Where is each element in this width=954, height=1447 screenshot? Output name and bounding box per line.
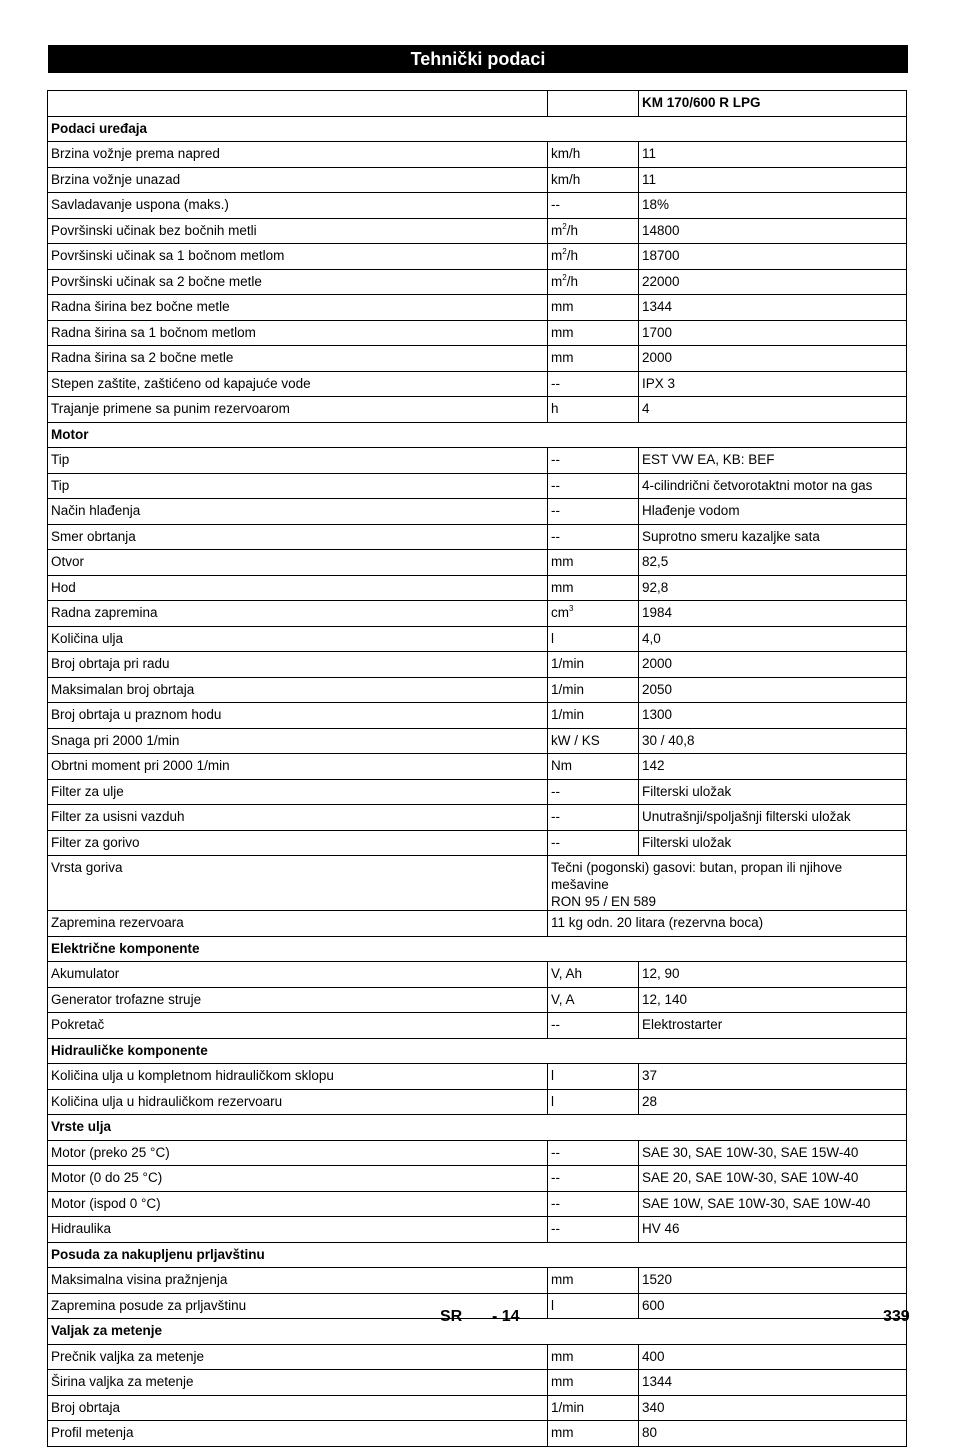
unit-suffix: /h <box>566 222 578 238</box>
row-label: Radna širina sa 2 bočne metle <box>48 346 548 372</box>
row-unit: l <box>548 1064 639 1090</box>
row-unit: 1/min <box>548 703 639 729</box>
row-unit: -- <box>548 473 639 499</box>
table-row <box>48 703 907 729</box>
row-value: Hlađenje vodom <box>639 499 907 525</box>
row-label: Hod <box>48 575 548 601</box>
table-row <box>48 218 907 244</box>
section-heading: Motor <box>48 422 907 448</box>
row-unit: l <box>548 1089 639 1115</box>
row-label: Generator trofazne struje <box>48 987 548 1013</box>
row-label: Obrtni moment pri 2000 1/min <box>48 754 548 780</box>
row-value: Tečni (pogonski) gasovi: butan, propan ili njihove mešavine RON 95 / EN 589 <box>548 856 907 911</box>
row-value: 37 <box>639 1064 907 1090</box>
row-value: 11 <box>639 167 907 193</box>
table-row <box>48 754 907 780</box>
row-label: Radna zapremina <box>48 601 548 627</box>
row-unit: mm <box>548 346 639 372</box>
row-label: Snaga pri 2000 1/min <box>48 728 548 754</box>
row-value: Elektrostarter <box>639 1013 907 1039</box>
table-row <box>48 244 907 270</box>
row-label: Prečnik valjka za metenje <box>48 1344 548 1370</box>
row-label: Količina ulja <box>48 626 548 652</box>
row-label: Motor (0 do 25 °C) <box>48 1166 548 1192</box>
unit-exponent: 3 <box>569 604 574 613</box>
spec-table-body <box>48 91 907 1447</box>
row-value: 4 <box>639 397 907 423</box>
row-value: SAE 30, SAE 10W-30, SAE 15W-40 <box>639 1140 907 1166</box>
row-label: Stepen zaštite, zaštićeno od kapajuće vode <box>48 371 548 397</box>
row-value: 340 <box>639 1395 907 1421</box>
row-value: 1300 <box>639 703 907 729</box>
row-unit: mm <box>548 320 639 346</box>
row-value: 30 / 40,8 <box>639 728 907 754</box>
row-unit: mm <box>548 575 639 601</box>
row-unit: -- <box>548 524 639 550</box>
row-value: 82,5 <box>639 550 907 576</box>
table-row <box>48 1395 907 1421</box>
row-unit: 1/min <box>548 1395 639 1421</box>
row-label: Pokretač <box>48 1013 548 1039</box>
row-unit <box>548 244 639 270</box>
section-heading: Električne komponente <box>48 936 907 962</box>
row-unit: l <box>548 626 639 652</box>
unit-base: m <box>551 248 563 263</box>
unit-suffix: /h <box>566 273 578 289</box>
row-label: Površinski učinak sa 1 bočnom metlom <box>48 244 548 270</box>
table-row <box>48 1268 907 1294</box>
spec-table <box>47 90 907 1447</box>
table-row <box>48 295 907 321</box>
row-value: 18700 <box>639 244 907 270</box>
unit-base: m <box>551 222 563 238</box>
header-cell-label <box>48 91 548 117</box>
row-unit: -- <box>548 1217 639 1243</box>
table-row <box>48 601 907 627</box>
row-label: Brzina vožnje unazad <box>48 167 548 193</box>
row-value: 14800 <box>639 218 907 244</box>
table-row <box>48 677 907 703</box>
row-value: 28 <box>639 1089 907 1115</box>
row-unit <box>548 218 639 244</box>
row-value: Suprotno smeru kazaljke sata <box>639 524 907 550</box>
table-row <box>48 167 907 193</box>
row-value: 92,8 <box>639 575 907 601</box>
table-row <box>48 911 907 937</box>
row-unit: -- <box>548 448 639 474</box>
table-row <box>48 1064 907 1090</box>
row-value: 11 kg odn. 20 litara (rezervna boca) <box>548 911 907 937</box>
row-unit: V, Ah <box>548 962 639 988</box>
row-unit: h <box>548 397 639 423</box>
header-cell-unit <box>548 91 639 117</box>
row-value: SAE 20, SAE 10W-30, SAE 10W-40 <box>639 1166 907 1192</box>
table-row <box>48 1370 907 1396</box>
table-row <box>48 142 907 168</box>
row-unit: -- <box>548 1166 639 1192</box>
row-unit: km/h <box>548 142 639 168</box>
row-unit: -- <box>548 371 639 397</box>
row-unit: -- <box>548 805 639 831</box>
row-unit: mm <box>548 1268 639 1294</box>
table-row <box>48 1421 907 1447</box>
row-value: 2000 <box>639 652 907 678</box>
table-row <box>48 448 907 474</box>
row-unit: -- <box>548 1013 639 1039</box>
row-label: Broj obrtaja pri radu <box>48 652 548 678</box>
table-row <box>48 193 907 219</box>
row-label: Maksimalan broj obrtaja <box>48 677 548 703</box>
section-row <box>48 1242 907 1268</box>
row-value: 1344 <box>639 1370 907 1396</box>
table-row <box>48 830 907 856</box>
table-row <box>48 371 907 397</box>
footer-page-number: 339 <box>883 1308 910 1325</box>
table-row <box>48 320 907 346</box>
unit-base: cm <box>551 605 569 620</box>
row-label: Radna širina sa 1 bočnom metlom <box>48 320 548 346</box>
row-unit: mm <box>548 295 639 321</box>
row-value: 1344 <box>639 295 907 321</box>
table-row <box>48 346 907 372</box>
row-label: Motor (ispod 0 °C) <box>48 1191 548 1217</box>
section-row <box>48 422 907 448</box>
table-row <box>48 1344 907 1370</box>
row-unit: V, A <box>548 987 639 1013</box>
table-row <box>48 269 907 295</box>
table-header-row <box>48 91 907 117</box>
table-row <box>48 499 907 525</box>
row-label: Akumulator <box>48 962 548 988</box>
row-unit: -- <box>548 779 639 805</box>
row-value: Unutrašnji/spoljašnji filterski uložak <box>639 805 907 831</box>
table-row <box>48 779 907 805</box>
row-label: Broj obrtaja u praznom hodu <box>48 703 548 729</box>
table-row <box>48 987 907 1013</box>
table-row <box>48 728 907 754</box>
row-label: Hidraulika <box>48 1217 548 1243</box>
row-value: 4-cilindrični četvorotaktni motor na gas <box>639 473 907 499</box>
row-value: 12, 90 <box>639 962 907 988</box>
section-heading: Hidrauličke komponente <box>48 1038 907 1064</box>
row-value: 2000 <box>639 346 907 372</box>
table-row <box>48 1013 907 1039</box>
table-row <box>48 805 907 831</box>
row-unit <box>548 269 639 295</box>
row-value: 142 <box>639 754 907 780</box>
section-row <box>48 936 907 962</box>
row-label: Površinski učinak bez bočnih metli <box>48 218 548 244</box>
footer-local-page: - 14 <box>492 1308 520 1325</box>
row-value: IPX 3 <box>639 371 907 397</box>
row-value: 4,0 <box>639 626 907 652</box>
unit-exponent: 2 <box>562 272 567 282</box>
footer-language: SR <box>440 1308 463 1325</box>
section-heading: Vrste ulja <box>48 1115 907 1141</box>
unit-suffix: /h <box>566 248 578 263</box>
row-label: Filter za ulje <box>48 779 548 805</box>
row-label: Motor (preko 25 °C) <box>48 1140 548 1166</box>
row-label: Način hlađenja <box>48 499 548 525</box>
row-unit <box>548 601 639 627</box>
page-title: Tehnički podaci <box>48 45 908 73</box>
row-label: Profil metenja <box>48 1421 548 1447</box>
row-unit: 1/min <box>548 677 639 703</box>
row-value: 1700 <box>639 320 907 346</box>
row-label: Savladavanje uspona (maks.) <box>48 193 548 219</box>
section-row <box>48 1115 907 1141</box>
row-label: Površinski učinak sa 2 bočne metle <box>48 269 548 295</box>
table-row <box>48 1293 907 1319</box>
row-value: 600 <box>639 1293 907 1319</box>
row-label: Vrsta goriva <box>48 856 548 911</box>
row-unit: -- <box>548 830 639 856</box>
table-row <box>48 397 907 423</box>
row-value: 1984 <box>639 601 907 627</box>
row-value: HV 46 <box>639 1217 907 1243</box>
table-row <box>48 575 907 601</box>
table-row <box>48 1217 907 1243</box>
section-row <box>48 1038 907 1064</box>
row-value: 1520 <box>639 1268 907 1294</box>
row-value: 12, 140 <box>639 987 907 1013</box>
table-row <box>48 626 907 652</box>
row-value: 2050 <box>639 677 907 703</box>
row-label: Radna širina bez bočne metle <box>48 295 548 321</box>
header-cell-model: KM 170/600 R LPG <box>639 91 907 117</box>
row-unit: mm <box>548 1344 639 1370</box>
row-unit: -- <box>548 193 639 219</box>
row-unit: mm <box>548 1421 639 1447</box>
section-row <box>48 116 907 142</box>
row-unit: mm <box>548 550 639 576</box>
row-label: Trajanje primene sa punim rezervoarom <box>48 397 548 423</box>
row-value: SAE 10W, SAE 10W-30, SAE 10W-40 <box>639 1191 907 1217</box>
table-row <box>48 1089 907 1115</box>
unit-exponent: 2 <box>562 247 567 256</box>
row-unit: kW / KS <box>548 728 639 754</box>
row-unit: mm <box>548 1370 639 1396</box>
section-heading: Valjak za metenje <box>48 1319 907 1345</box>
row-value: EST VW EA, KB: BEF <box>639 448 907 474</box>
row-label: Količina ulja u hidrauličkom rezervoaru <box>48 1089 548 1115</box>
row-value: 11 <box>639 142 907 168</box>
section-heading: Posuda za nakupljenu prljavštinu <box>48 1242 907 1268</box>
row-unit: Nm <box>548 754 639 780</box>
unit-exponent: 2 <box>562 221 567 231</box>
row-label: Otvor <box>48 550 548 576</box>
table-row <box>48 473 907 499</box>
table-row <box>48 856 907 911</box>
row-label: Broj obrtaja <box>48 1395 548 1421</box>
table-row <box>48 652 907 678</box>
row-unit: -- <box>548 1191 639 1217</box>
row-label: Zapremina rezervoara <box>48 911 548 937</box>
row-label: Širina valjka za metenje <box>48 1370 548 1396</box>
section-heading: Podaci uređaja <box>48 116 907 142</box>
table-row <box>48 1191 907 1217</box>
row-label: Smer obrtanja <box>48 524 548 550</box>
row-value: 400 <box>639 1344 907 1370</box>
row-label: Tip <box>48 448 548 474</box>
row-value: Filterski uložak <box>639 830 907 856</box>
table-row <box>48 550 907 576</box>
row-label: Tip <box>48 473 548 499</box>
row-label: Filter za gorivo <box>48 830 548 856</box>
table-row <box>48 962 907 988</box>
row-value: 80 <box>639 1421 907 1447</box>
row-unit: 1/min <box>548 652 639 678</box>
table-row <box>48 1140 907 1166</box>
row-value: 22000 <box>639 269 907 295</box>
row-unit: -- <box>548 499 639 525</box>
row-value: Filterski uložak <box>639 779 907 805</box>
row-label: Količina ulja u kompletnom hidrauličkom sklopu <box>48 1064 548 1090</box>
section-row <box>48 1319 907 1345</box>
row-value: 18% <box>639 193 907 219</box>
row-label: Brzina vožnje prema napred <box>48 142 548 168</box>
row-label: Zapremina posude za prljavštinu <box>48 1293 548 1319</box>
row-unit: -- <box>548 1140 639 1166</box>
row-unit: km/h <box>548 167 639 193</box>
row-label: Maksimalna visina pražnjenja <box>48 1268 548 1294</box>
unit-base: m <box>551 273 563 289</box>
row-unit: l <box>548 1293 639 1319</box>
table-row <box>48 524 907 550</box>
table-row <box>48 1166 907 1192</box>
row-label: Filter za usisni vazduh <box>48 805 548 831</box>
